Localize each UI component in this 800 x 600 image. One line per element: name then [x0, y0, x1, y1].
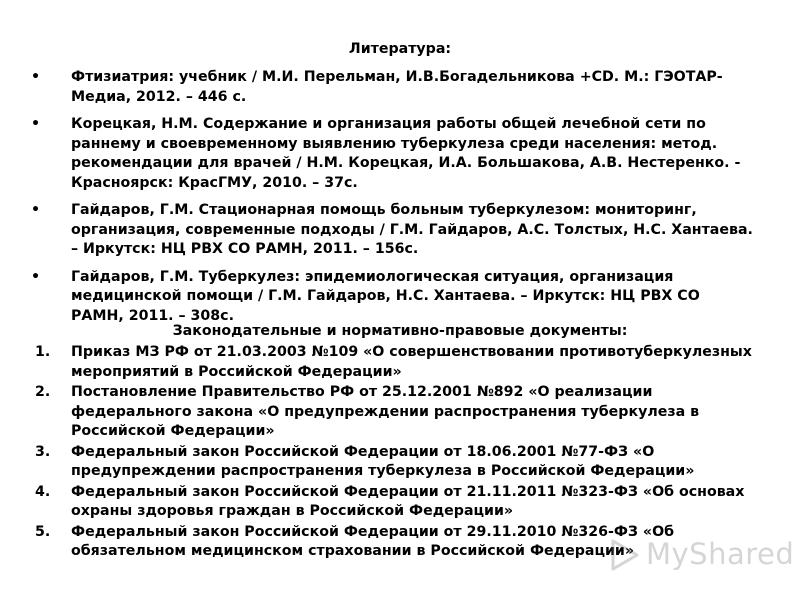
law-item-number: 5.: [35, 523, 51, 540]
bullet-icon: •: [31, 202, 41, 218]
literature-item: [27, 268, 757, 327]
law-item-number: 4.: [35, 483, 51, 500]
literature-item: [27, 115, 757, 193]
laws-heading: Законодательные и нормативно-правовые документы:: [172, 323, 628, 339]
literature-heading: Литература:: [348, 41, 452, 57]
law-item-text: Постановление Правительство РФ от 25.12.2001 №892 «О реализации федерального закона «О предупреждении распространения туберкулеза в Российской Федерации»: [71, 384, 700, 439]
law-item-number: 3.: [35, 443, 51, 460]
law-item-number: 1.: [35, 344, 51, 360]
literature-item: [27, 201, 757, 260]
literature-item-text: Гайдаров, Г.М. Туберкулез: эпидемиологическая ситуация, организация медицинской помощи / Г.М. Гайдаров, Н.С. Хантаева. – Иркутск: НЦ РВХ СО РАМН, 2011. – 308с.: [71, 268, 700, 324]
law-item: [35, 523, 765, 562]
bullet-icon: •: [31, 116, 41, 132]
law-item: [35, 483, 765, 522]
law-item-text: Приказ МЗ РФ от 21.03.2003 №109 «О совершенствовании противотуберкулезных мероприятий в Российской Федерации»: [71, 344, 752, 380]
literature-item-text: Корецкая, Н.М. Содержание и организация работы общей лечебной сети по раннему и своевременному выявлению туберкулеза среди населения: метод. рекомендации для врачей / Н.М. Корецкая, И.А. Большакова, А.В. Нестеренко. - Красноярск: КрасГМУ, 2010. – 37с.: [71, 116, 741, 191]
bullet-icon: •: [31, 69, 41, 85]
bullet-icon: •: [31, 268, 41, 285]
watermark-text: MyShared: [646, 537, 795, 572]
literature-item-text: Фтизиатрия: учебник / М.И. Перельман, И.В.Богадельникова +CD. М.: ГЭОТАР-Медиа, 2012. – 446 с.: [71, 69, 723, 105]
law-item: [35, 343, 765, 382]
law-item-text: Федеральный закон Российской Федерации от 21.11.2011 №323-ФЗ «Об основах охраны здоровья граждан в Российской Федерации»: [71, 483, 745, 519]
literature-list: [27, 68, 757, 334]
law-item-text: Федеральный закон Российской Федерации от 18.06.2001 №77-ФЗ «О предупреждении распространения туберкулеза в Российской Федерации»: [71, 443, 695, 479]
literature-item: [27, 68, 757, 107]
laws-list: [35, 343, 765, 563]
law-item: [35, 383, 765, 442]
law-item-text: Федеральный закон Российской Федерации от 29.11.2010 №326-ФЗ «Об обязательном медицинском страховании в Российской Федерации»: [71, 523, 675, 559]
law-item: [35, 443, 765, 482]
law-item-number: 2.: [35, 384, 51, 400]
literature-item-text: Гайдаров, Г.М. Стационарная помощь больным туберкулезом: мониторинг, организация, современные подходы / Г.М. Гайдаров, А.С. Толстых, Н.С. Хантаева. – Иркутск: НЦ РВХ СО РАМН, 2011. – 156с.: [71, 202, 753, 257]
